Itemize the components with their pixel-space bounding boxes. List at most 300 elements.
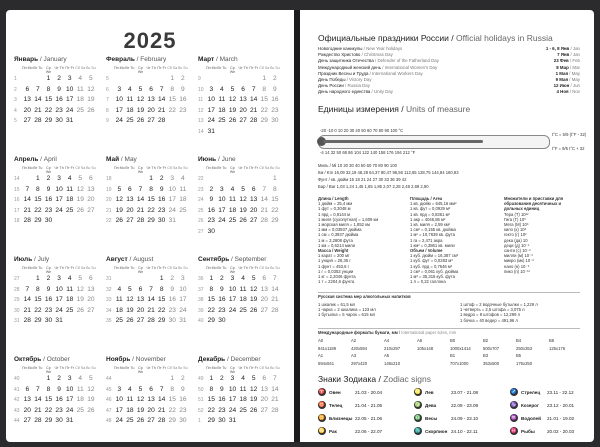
paper-cell: 841x1189 bbox=[318, 345, 337, 351]
day-cell: 20 bbox=[250, 206, 258, 214]
week-row bbox=[14, 74, 96, 85]
day-cell: 9 bbox=[181, 385, 185, 393]
day-cell: 17 bbox=[168, 196, 176, 203]
weekday-label: Сб Sa bbox=[75, 266, 86, 270]
day-cell: 2 bbox=[57, 75, 61, 82]
day-cell: 16 bbox=[207, 206, 215, 214]
week-row bbox=[106, 106, 188, 117]
day-cell: 20 bbox=[126, 206, 134, 214]
day-cell: 30 bbox=[271, 117, 279, 124]
day-cell: 3 bbox=[117, 385, 122, 393]
day-cell: 25 bbox=[239, 306, 247, 314]
week-col-spacer bbox=[198, 166, 206, 174]
paper-cell: 125x176 bbox=[549, 345, 566, 351]
weekday-label: Чт Th bbox=[238, 266, 248, 270]
day-cell: 12 bbox=[250, 285, 258, 293]
day-cell: 28 bbox=[147, 317, 155, 324]
day-cell: 30 bbox=[168, 317, 176, 324]
block-line: 1 унция = 28,35 г bbox=[318, 258, 351, 264]
zodiac-name: Весы bbox=[425, 415, 438, 421]
day-cell: 14 bbox=[271, 385, 279, 393]
day-cell: 6 bbox=[149, 85, 153, 93]
day-cell bbox=[135, 274, 146, 285]
week-number: 28 bbox=[14, 286, 20, 293]
zodiac-dates: 23.07 - 21.08 bbox=[451, 389, 479, 395]
week-col-spacer bbox=[14, 266, 22, 274]
day-cell bbox=[75, 416, 86, 427]
day-cell bbox=[146, 74, 157, 85]
day-cell: 23 bbox=[271, 106, 279, 114]
month-title: Декабрь / December bbox=[198, 356, 261, 363]
week-col-spacer bbox=[14, 366, 22, 374]
day-cell: 21 bbox=[34, 406, 42, 414]
zodiac-sign-icon: ♐ bbox=[510, 389, 518, 395]
weekday-label: Ср We bbox=[137, 66, 144, 74]
day-cell: 17 bbox=[66, 96, 74, 103]
day-cell: 20 bbox=[23, 106, 31, 114]
day-cell: 13 bbox=[250, 196, 258, 203]
day-cell: 28 bbox=[271, 406, 279, 414]
zodiac-item bbox=[414, 401, 478, 409]
day-cell bbox=[259, 227, 270, 238]
day-cell: 4 bbox=[230, 185, 235, 193]
day-cell: 16 bbox=[44, 296, 53, 303]
weekday-label: Вс Su bbox=[86, 166, 96, 170]
weekday-header bbox=[14, 66, 96, 74]
week-row bbox=[198, 374, 280, 385]
day-cell: 1 bbox=[273, 175, 277, 182]
paper-cell: 594x841 bbox=[318, 360, 335, 366]
alcohol-line: 1 четверть = 2,5 штофа = 3,075 л bbox=[460, 307, 525, 313]
day-cell: 2 bbox=[46, 275, 51, 282]
day-cell: 27 bbox=[250, 217, 258, 224]
week-row bbox=[14, 295, 96, 306]
day-cell: 26 bbox=[228, 117, 237, 124]
day-cell: 8 bbox=[36, 185, 40, 193]
conversion-row: Миль / Mi 10 20 30 40 50 60 70 80 90 100 bbox=[318, 163, 397, 168]
day-cell: 6 bbox=[25, 385, 30, 393]
weekday-label: Чт Th bbox=[238, 166, 248, 170]
week-col-spacer bbox=[106, 166, 114, 174]
zodiac-dates: 24.10 - 22.11 bbox=[451, 428, 478, 434]
day-cell: 5 bbox=[230, 85, 235, 93]
day-cell: 4 bbox=[67, 175, 72, 182]
week-number: 7 bbox=[106, 97, 109, 103]
day-cell: 18 bbox=[239, 396, 247, 403]
weekday-label: Пн Mo bbox=[206, 366, 217, 370]
block-line: 1 г = 0,0353 унции bbox=[318, 268, 354, 274]
day-cell: 24 bbox=[66, 406, 74, 414]
day-cell: 11 bbox=[218, 96, 226, 103]
paper-cell: 250x353 bbox=[516, 345, 533, 351]
day-cell: 12 bbox=[228, 96, 237, 103]
block-line: дека (да) 10 bbox=[504, 237, 528, 243]
weekday-label: Пн Mo bbox=[114, 66, 125, 70]
day-cell bbox=[135, 374, 146, 385]
block-line: 1 дюйм = 25,4 мм bbox=[318, 201, 353, 207]
day-cell: 30 bbox=[55, 417, 63, 424]
prefixes-block bbox=[504, 196, 574, 274]
block-line: Мега (M) 10⁶ bbox=[504, 222, 529, 228]
day-cell: 27 bbox=[147, 417, 155, 424]
block-line: 1 м² = 10,7639 кв. фута bbox=[410, 232, 455, 238]
day-cell: 26 bbox=[87, 106, 95, 114]
weekday-label: Сб Sa bbox=[75, 366, 86, 370]
month-title: Сентябрь / September bbox=[198, 256, 267, 263]
weekday-label: Ср We bbox=[45, 166, 52, 174]
day-cell: 21 bbox=[158, 106, 166, 114]
day-cell: 13 bbox=[239, 96, 247, 103]
volume-block bbox=[410, 248, 458, 284]
day-cell bbox=[178, 216, 189, 227]
weekday-label: Пт Fr bbox=[65, 366, 74, 370]
day-cell: 29 bbox=[168, 417, 176, 424]
week-number: 43 bbox=[14, 407, 20, 414]
month-title: Май / May bbox=[106, 156, 137, 163]
day-cell: 27 bbox=[147, 117, 155, 124]
block-line: 1 карат = 200 мг bbox=[318, 253, 350, 259]
day-cell bbox=[227, 74, 238, 85]
day-cell: 18 bbox=[179, 196, 187, 203]
day-cell bbox=[64, 316, 75, 327]
week-row bbox=[198, 406, 280, 417]
month-title: Июль / July bbox=[14, 256, 50, 263]
day-cell: 7 bbox=[273, 375, 277, 382]
month-august bbox=[106, 256, 190, 344]
day-cell bbox=[22, 274, 33, 285]
month-grid bbox=[106, 66, 188, 127]
day-cell: 1 bbox=[262, 75, 267, 82]
day-cell: 12 bbox=[126, 296, 134, 303]
week-row bbox=[198, 216, 280, 227]
day-cell: 15 bbox=[260, 96, 268, 103]
weekday-label: Вт Tu bbox=[33, 266, 43, 270]
day-cell: 18 bbox=[76, 96, 84, 103]
day-cell: 5 bbox=[89, 375, 93, 382]
day-cell bbox=[259, 316, 270, 327]
week-row bbox=[106, 206, 188, 217]
formula-c: t°C = 5/9 (t°F - 32) bbox=[552, 132, 587, 137]
day-cell: 18 bbox=[76, 396, 84, 403]
day-cell: 22 bbox=[34, 206, 42, 214]
zodiac-item bbox=[510, 414, 574, 422]
holiday-row: Международный женский день / International Women's Day 8 Мар / Mar bbox=[318, 64, 580, 70]
day-cell: 16 bbox=[55, 396, 63, 403]
day-cell: 27 bbox=[239, 117, 247, 124]
day-cell: 5 bbox=[78, 275, 83, 282]
day-cell: 16 bbox=[179, 396, 187, 403]
day-cell: 1 bbox=[46, 375, 51, 382]
month-title: Октябрь / October bbox=[14, 356, 70, 363]
month-title: Март / March bbox=[198, 56, 238, 63]
day-cell: 25 bbox=[239, 406, 247, 414]
weekday-label: Пт Fr bbox=[157, 166, 166, 170]
day-cell: 10 bbox=[66, 85, 74, 93]
day-cell bbox=[86, 116, 97, 127]
weekday-label: Ср We bbox=[229, 66, 236, 74]
week-number: 40 bbox=[198, 318, 204, 324]
week-row bbox=[198, 306, 280, 317]
block-line: 1 куб. дюйм = 16,387 см³ bbox=[410, 253, 459, 259]
weekday-label: Сб Sa bbox=[259, 366, 270, 370]
month-april bbox=[14, 156, 98, 244]
zodiac-sign-icon: ♌ bbox=[414, 389, 422, 395]
reference-page bbox=[300, 10, 594, 442]
day-cell: 3 bbox=[220, 185, 224, 193]
zodiac-item bbox=[414, 427, 478, 435]
area-block bbox=[410, 196, 457, 248]
weekday-label: Вт Tu bbox=[33, 366, 43, 370]
thermometer-graphic bbox=[318, 135, 550, 149]
week-number: 29 bbox=[14, 297, 20, 303]
month-grid bbox=[14, 266, 96, 327]
week-row bbox=[14, 206, 96, 217]
weekday-label: Сб Sa bbox=[259, 66, 270, 70]
day-cell: 31 bbox=[66, 117, 74, 124]
day-cell: 9 bbox=[57, 85, 61, 93]
day-cell: 22 bbox=[271, 206, 279, 214]
day-cell: 7 bbox=[138, 185, 143, 193]
block-line: 1 кв. миля = 2,59 км² bbox=[410, 222, 450, 228]
week-row bbox=[106, 274, 188, 285]
day-cell: 13 bbox=[136, 296, 145, 303]
week-row bbox=[106, 295, 188, 306]
day-cell: 6 bbox=[241, 85, 245, 93]
calendar-page bbox=[6, 10, 294, 442]
zodiac-name: Овен bbox=[329, 389, 341, 395]
day-cell bbox=[125, 74, 136, 85]
week-number: 41 bbox=[14, 386, 20, 393]
day-cell bbox=[75, 316, 86, 327]
day-cell: 23 bbox=[218, 306, 226, 314]
day-cell bbox=[248, 416, 259, 427]
day-cell: 30 bbox=[44, 317, 53, 324]
day-cell: 15 bbox=[207, 396, 215, 403]
day-cell bbox=[22, 74, 33, 85]
paper-cell: 420x594 bbox=[351, 345, 368, 351]
weekday-label: Вс Su bbox=[178, 166, 188, 170]
day-cell bbox=[114, 74, 125, 85]
day-cell: 22 bbox=[44, 406, 53, 414]
month-grid bbox=[14, 66, 96, 127]
day-cell: 3 bbox=[57, 275, 61, 282]
day-cell bbox=[238, 74, 249, 85]
zodiac-item bbox=[510, 401, 574, 409]
day-cell: 15 bbox=[147, 196, 155, 203]
paper-cell: A3 bbox=[351, 353, 357, 358]
month-october bbox=[14, 356, 98, 442]
week-col-spacer bbox=[106, 366, 114, 374]
paper-cell: A2 bbox=[351, 338, 357, 343]
day-cell: 7 bbox=[25, 185, 30, 193]
week-row bbox=[14, 116, 96, 127]
zodiac-name: Близнецы bbox=[329, 415, 353, 421]
week-row bbox=[14, 274, 96, 285]
week-number: 19 bbox=[106, 186, 112, 193]
week-number: 25 bbox=[198, 207, 204, 214]
week-number: 15 bbox=[14, 186, 20, 193]
zodiac-name: Водолей bbox=[521, 415, 541, 421]
zodiac-name: Рак bbox=[329, 428, 337, 434]
day-cell: 28 bbox=[250, 117, 258, 124]
week-row bbox=[198, 174, 280, 185]
alcohol-line: 1 штоф = 2 водочные бутылки = 1,229 л bbox=[460, 302, 538, 307]
day-cell: 18 bbox=[239, 296, 247, 303]
day-cell: 10 bbox=[179, 285, 187, 293]
day-cell bbox=[227, 127, 238, 138]
day-cell: 15 bbox=[271, 196, 279, 203]
day-cell: 12 bbox=[87, 385, 95, 393]
holiday-row: День России / Russia Day 12 Июн / Jun bbox=[318, 83, 580, 89]
day-cell: 13 bbox=[126, 196, 134, 203]
week-number: 14 bbox=[198, 128, 204, 135]
week-row bbox=[14, 395, 96, 406]
day-cell: 21 bbox=[271, 296, 279, 303]
day-cell: 11 bbox=[229, 196, 236, 203]
day-cell: 2 bbox=[159, 175, 164, 182]
week-row bbox=[198, 385, 280, 396]
block-line: нано (н) 10⁻⁹ bbox=[504, 263, 530, 269]
day-cell: 17 bbox=[55, 296, 63, 303]
day-cell: 17 bbox=[218, 206, 226, 214]
day-cell: 2 bbox=[170, 275, 175, 282]
week-row bbox=[198, 227, 280, 238]
day-cell: 11 bbox=[239, 385, 247, 393]
day-cell: 11 bbox=[126, 396, 134, 403]
day-cell: 28 bbox=[158, 417, 166, 424]
week-number: 31 bbox=[106, 276, 112, 282]
day-cell: 4 bbox=[241, 375, 245, 382]
week-row bbox=[14, 85, 96, 96]
week-row bbox=[198, 85, 280, 96]
weekday-header bbox=[198, 366, 280, 374]
day-cell: 21 bbox=[271, 396, 279, 403]
paper-title: Международные форматы бумаги, мм / International paper sizes, mm bbox=[318, 330, 457, 335]
weekday-label: Вс Su bbox=[178, 366, 188, 370]
day-cell: 28 bbox=[136, 217, 145, 224]
week-row bbox=[198, 285, 280, 296]
week-row bbox=[106, 285, 188, 296]
day-cell bbox=[156, 374, 167, 385]
zodiac-item bbox=[414, 388, 478, 396]
zodiac-item bbox=[510, 427, 574, 435]
day-cell: 23 bbox=[179, 406, 187, 414]
week-number: 27 bbox=[14, 276, 20, 282]
week-number: 39 bbox=[198, 307, 204, 314]
weekday-label: Чт Th bbox=[238, 366, 248, 370]
week-number: 24 bbox=[198, 197, 204, 203]
day-cell bbox=[146, 374, 157, 385]
day-cell: 5 bbox=[138, 385, 143, 393]
week-number: 18 bbox=[14, 218, 20, 224]
day-cell: 14 bbox=[34, 96, 42, 103]
block-line: милли (м) 10⁻³ bbox=[504, 253, 533, 259]
day-cell: 15 bbox=[168, 396, 176, 403]
paper-cell: B3 bbox=[483, 353, 489, 358]
day-cell: 16 bbox=[168, 296, 176, 303]
weekday-label: Вт Tu bbox=[125, 166, 135, 170]
weekday-label: Вс Su bbox=[178, 266, 188, 270]
weekday-header bbox=[14, 366, 96, 374]
block-line: 1 км² = 0,3861 кв. мили bbox=[410, 242, 455, 248]
week-row bbox=[106, 316, 188, 327]
day-cell: 3 bbox=[67, 375, 72, 382]
day-cell: 31 bbox=[55, 317, 63, 324]
day-cell: 17 bbox=[115, 106, 123, 114]
conversion-row: Фунт / кв. дюйм 15 18 21 24 27 30 33 36 39 42 bbox=[318, 177, 407, 182]
day-cell: 21 bbox=[260, 206, 268, 214]
zodiac-dates: 20.02 - 20.03 bbox=[547, 428, 575, 434]
day-cell: 7 bbox=[159, 85, 164, 93]
day-cell: 20 bbox=[260, 296, 268, 303]
day-cell: 18 bbox=[126, 406, 134, 414]
month-may bbox=[106, 156, 190, 244]
weekday-label: Вс Su bbox=[86, 66, 96, 70]
day-cell: 9 bbox=[181, 85, 185, 93]
weekday-label: Пн Mo bbox=[206, 166, 217, 170]
day-cell: 7 bbox=[36, 385, 40, 393]
block-line: 1 га = 2,471 акра bbox=[410, 237, 443, 243]
day-cell: 22 bbox=[44, 106, 53, 114]
block-line: микро (мк) 10⁻⁶ bbox=[504, 258, 535, 264]
block-line: 1 фунт = 453,6 г bbox=[318, 263, 350, 269]
zodiac-dates: 22.05 - 21.06 bbox=[355, 415, 383, 421]
day-cell: 15 bbox=[168, 96, 176, 103]
day-cell: 30 bbox=[207, 227, 215, 235]
weekday-header bbox=[14, 266, 96, 274]
week-row bbox=[198, 106, 280, 117]
day-cell: 19 bbox=[87, 96, 95, 103]
weekday-label: Ср We bbox=[137, 166, 144, 174]
day-cell: 13 bbox=[23, 396, 31, 403]
zodiac-sign-icon: ♈ bbox=[318, 389, 326, 395]
zodiac-sign-icon: ♋ bbox=[318, 428, 326, 434]
week-row bbox=[14, 285, 96, 296]
day-cell: 13 bbox=[147, 396, 155, 403]
week-row bbox=[106, 395, 188, 406]
day-cell: 30 bbox=[158, 217, 166, 224]
week-number: 9 bbox=[106, 118, 109, 124]
day-cell: 30 bbox=[218, 317, 226, 324]
day-cell: 19 bbox=[115, 206, 123, 214]
day-cell: 19 bbox=[76, 196, 84, 203]
day-cell: 23 bbox=[44, 306, 53, 314]
zodiac-dates: 22.06 - 22.07 bbox=[355, 428, 383, 434]
day-cell bbox=[217, 74, 228, 85]
day-cell: 6 bbox=[149, 385, 153, 393]
day-cell: 14 bbox=[158, 96, 166, 103]
day-cell: 25 bbox=[76, 106, 84, 114]
day-cell: 1 bbox=[36, 175, 40, 182]
day-cell: 14 bbox=[271, 285, 279, 293]
week-number: 20 bbox=[106, 197, 112, 203]
day-cell bbox=[86, 316, 97, 327]
zodiac-item bbox=[510, 388, 574, 396]
alcohol-line: 1 бочка = 40 ведер = 491,96 л bbox=[460, 317, 518, 323]
day-cell: 12 bbox=[115, 196, 123, 203]
day-cell: 27 bbox=[260, 406, 268, 414]
day-cell: 27 bbox=[23, 417, 31, 424]
day-cell: 24 bbox=[228, 406, 237, 414]
weekday-label: Сб Sa bbox=[75, 66, 86, 70]
day-cell: 21 bbox=[23, 206, 31, 214]
weekday-label: Чт Th bbox=[238, 66, 248, 70]
month-title: Ноябрь / November bbox=[106, 356, 166, 363]
weekday-label: Чт Th bbox=[146, 266, 156, 270]
week-row bbox=[198, 316, 280, 327]
day-cell: 29 bbox=[158, 317, 166, 324]
week-number: 16 bbox=[14, 197, 20, 203]
